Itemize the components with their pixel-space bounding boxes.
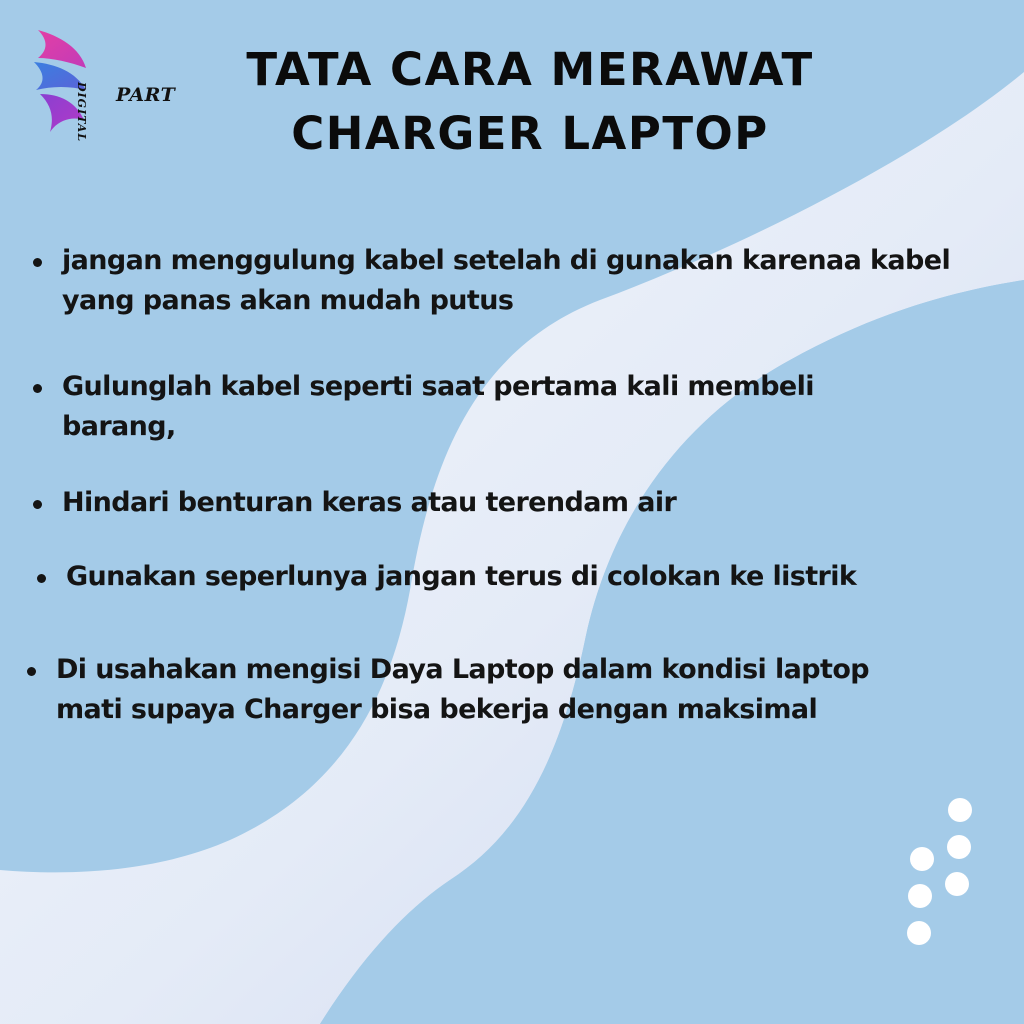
list-item-line: barang, <box>62 411 176 442</box>
bullet-dot-icon <box>37 574 46 583</box>
title-line-1: TATA CARA MERAWAT <box>246 43 814 96</box>
list-item-line: yang panas akan mudah putus <box>62 285 514 316</box>
list-item-line: Hindari benturan keras atau terendam air <box>62 487 677 518</box>
list-item-line: jangan menggulung kabel setelah di gunakan karenaa kabel <box>62 245 951 276</box>
bullet-dot-icon <box>27 667 36 676</box>
list-item <box>56 650 869 730</box>
list-item <box>66 557 856 597</box>
logo-word-digital: DIGITAL <box>75 82 88 143</box>
list-item <box>62 367 814 447</box>
bullet-dot-icon <box>33 384 42 393</box>
list-item-line: Gunakan seperlunya jangan terus di colokan ke listrik <box>66 561 857 592</box>
list-item <box>62 483 676 523</box>
list-item <box>62 241 950 321</box>
bullet-dot-icon <box>33 500 42 509</box>
list-item-line: Gulunglah kabel seperti saat pertama kali membeli <box>62 371 814 402</box>
logo-word-part: PART <box>116 84 176 106</box>
list-item-line: Di usahakan mengisi Daya Laptop dalam kondisi laptop <box>56 654 869 685</box>
bullet-dot-icon <box>33 258 42 267</box>
list-item-line: mati supaya Charger bisa bekerja dengan maksimal <box>56 694 818 725</box>
title-line-2: CHARGER LAPTOP <box>291 107 769 160</box>
